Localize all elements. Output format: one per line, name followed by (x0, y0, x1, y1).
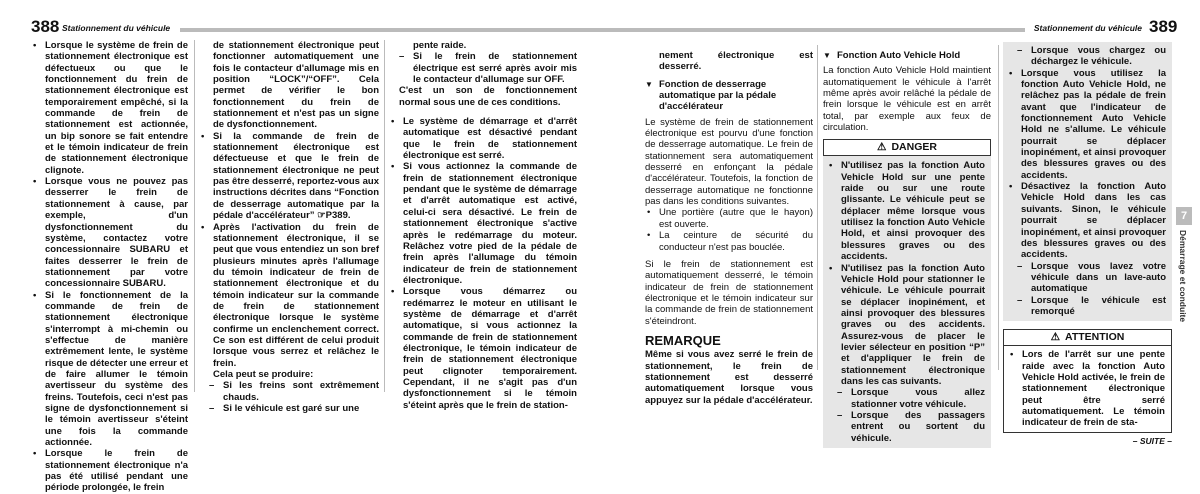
column-divider (194, 40, 195, 392)
list-item: – Lorsque vous allez stationner votre véhicule. (827, 387, 985, 410)
list-item: • Après l'activation du frein de stationnement électronique, il se peut que vous entendiez un son bref plusieurs minutes après l'allumage du témoin indicateur de frein de stationnement électronique et du témoin indicateur sur la commande de frein de stationnement électronique lorsque le système confirme un enclenchement correct. Ce son est différent de celui produit lorsque vous serrez et relâchez le frein. (199, 222, 379, 369)
header-bar (600, 28, 1025, 32)
list-item: • Lorsque vous ne pouvez pas desserrer le frein de stationnement à cause, par exemple, d'un dysfonctionnement du système, contactez votre concessionnaire SUBARU et faites desserrer le frein de stationnement par votre concessionnaire SUBARU. (31, 176, 188, 289)
list-item: • Lorsque vous utilisez la fonction Auto Vehicle Hold, ne relâchez pas la pédale de frein avant que l'indicateur de fonctionnement Auto Vehicle Hold ne s'allume. Le véhicule pourrait se déplacer inopinément, et ainsi provoquer des blessures graves ou des accidents. (1007, 68, 1166, 181)
attention-box (1003, 346, 1172, 432)
column-divider (998, 45, 999, 370)
warning-icon: ⚠ (1050, 331, 1061, 344)
section-title: Fonction Auto Vehicle Hold (837, 50, 961, 61)
paragraph: pente raide. (413, 40, 467, 51)
paragraph: Le système de frein de stationnement électronique est pourvu d'une fonction de desserrage automatique. Le frein de stationnement sera automatiquement desserré en enfonçant la pédale d'accélérateur. Toutefois, la fonction de desserrage automatique ne fonctionne pas dans les conditions suivantes. (645, 116, 813, 208)
triangle-down-icon: ▼ (823, 51, 831, 60)
list-item: • Le système de démarrage et d'arrêt automatique est désactivé pendant que le frein de stationnement électronique est serré. (389, 116, 577, 161)
note-heading: REMARQUE (645, 332, 721, 348)
list-item: – Si le frein de stationnement électrique est serré après avoir mis le contacteur d'allumage sur OFF. (389, 51, 577, 85)
page-number: 389 (1149, 17, 1178, 36)
chapter-title: Démarrage et conduite (1178, 230, 1188, 323)
danger-label: DANGER (891, 141, 937, 154)
header-bar (180, 28, 600, 32)
column-divider (384, 40, 385, 392)
attention-header (1003, 329, 1172, 346)
list-item: • Une portière (autre que le hayon) est ouverte. (645, 207, 813, 230)
paragraph: C'est un son de fonctionnement normal sous une de ces conditions. (399, 85, 577, 108)
section-heading (823, 50, 991, 61)
list-item: • Si la commande de frein de stationnement électronique est défectueuse et que le frein de stationnement électronique ne peut pas être desserré, reportez-vous aux instructions décrites dans “Fonction de desserrage automatique par la pédale d'accélérateur” ☞P389. (199, 131, 379, 222)
list-item: – Lorsque des passagers entrent ou sortent du véhicule. (827, 410, 985, 444)
page-header-title: Stationnement du véhicule (62, 23, 171, 33)
paragraph: de stationnement électronique peut fonctionner automatiquement une fois le contacteur d'allumage mis en position “LOCK”/“OFF”. Cela permet de vérifier le bon fonctionnement du frein de stationnement et n'est pas un signe de dysfonctionnement. (213, 40, 379, 131)
list-item: • Lorsque vous démarrez ou redémarrez le moteur en utilisant le système de démarrage et d'arrêt automatique, si vous actionnez la commande de frein de stationnement électronique, le témoin indicateur de frein de stationnement électronique peut clignoter temporairement. Cependant, il ne s'agit pas d'un dysfonctionnement si le témoin s'éteint après que le frein de station- (389, 286, 577, 411)
section-title: Fonction de desserrage automatique par la pédale d'accélérateur (659, 78, 777, 113)
list-item: • N'utilisez pas la fonction Auto Vehicle Hold sur une pente raide ou sur une route glissante. Le véhicule peut se déplacer même lorsque vous utilisez la fonction Auto Vehicle Hold, et ainsi provoquer des blessures graves ou des accidents. (827, 160, 985, 262)
page-header-title: Stationnement du véhicule (1033, 23, 1142, 33)
list-item: – Lorsque le véhicule est remorqué (1007, 295, 1166, 318)
paragraph: Si le frein de stationnement est automatiquement desserré, le témoin indicateur de frein de stationnement électronique et le témoin indicateur sur la commande de frein de stationnement s'éteindront. (645, 258, 813, 327)
page-number: 388 (31, 17, 60, 36)
list-item: • Si le fonctionnement de la commande de frein de stationnement électronique s'interrompt à mi-chemin ou s'effectue de manière extrêmement lente, le système risque de détecter une erreur et de faire allumer le témoin avertisseur du système des freins. Toutefois, ceci n'est pas signe de dysfonctionnement si le témoin avertisseur s'éteint une fois la commande actionnée. (31, 290, 188, 449)
column-divider (817, 45, 818, 370)
list-item: – Si les freins sont extrêmement chauds. (199, 380, 379, 403)
paragraph: nement électronique est desserré. (659, 50, 813, 73)
list-item: – Lorsque vous chargez ou déchargez le véhicule. (1007, 45, 1166, 68)
list-item: • Si vous actionnez la commande de frein de stationnement électronique pendant que le système de démarrage et d'arrêt automatique est activé, celui-ci sera désactivé. Le frein de stationnement électronique s'active après le redémarrage du moteur. Relâchez votre pied de la pédale de frein après l'allumage du témoin indicateur de frein de stationnement électronique. (389, 161, 577, 286)
right-column-3 (1003, 42, 1172, 446)
left-column-3 (389, 40, 577, 411)
attention-label: ATTENTION (1065, 331, 1125, 344)
list-item: • N'utilisez pas la fonction Auto Vehicle Hold pour stationner le véhicule. Le véhicule pourrait se déplacer inopinément, et ainsi provoquer des blessures graves ou des accidents. Assurez-vous de placer le levier sélecteur en position “P” et d'appliquer le frein de stationnement électronique dans les cas suivants. (827, 263, 985, 388)
note-body: Même si vous avez serré le frein de stationnement, le frein de stationnement est desserré automatiquement lorsque vous appuyez sur la pédale d'accélérateur. (645, 349, 813, 406)
list-item: • Désactivez la fonction Auto Vehicle Hold dans les cas suivants. Sinon, le véhicule pourrait se déplacer inopinément, et ainsi provoquer des blessures graves ou des accidents. (1007, 181, 1166, 260)
warning-icon: ⚠ (877, 141, 887, 154)
danger-box (823, 156, 991, 448)
list-item: • Lors de l'arrêt sur une pente raide avec la fonction Auto Vehicle Hold activée, le frein de stationnement électronique peut être serré automatiquement. Le témoin indicateur de frein de sta- (1008, 349, 1165, 428)
danger-box-continued (1003, 42, 1172, 321)
left-column-2 (199, 40, 379, 414)
danger-header (823, 139, 991, 156)
list-item: – Lorsque vous lavez votre véhicule dans un lave-auto automatique (1007, 261, 1166, 295)
chapter-tab: 7 (1176, 207, 1192, 225)
left-column-1 (31, 40, 188, 494)
right-column-2 (823, 50, 991, 448)
continued-label: – SUITE – (1132, 435, 1172, 446)
list-item: • La ceinture de sécurité du conducteur n'est pas bouclée. (645, 230, 813, 253)
triangle-down-icon: ▼ (645, 79, 653, 89)
paragraph: La fonction Auto Vehicle Hold maintient automatiquement le véhicule à l'arrêt même après avoir relâché la pédale de frein lorsque le véhicule est en arrêt total, par exemple aux feux de circulation. (823, 65, 991, 134)
list-item: • Lorsque le frein de stationnement électronique n'a pas été utilisé pendant une période prolongée, le frein (31, 448, 188, 493)
list-item: – Si le véhicule est garé sur une (199, 403, 379, 414)
paragraph: Cela peut se produire: (213, 368, 314, 380)
right-column-1 (645, 50, 813, 406)
section-heading (645, 79, 813, 113)
list-item: • Lorsque le système de frein de stationnement électronique est défectueux ou que le fonctionnement du frein de stationnement électronique est temporairement empêché, si la commande de frein de stationnement est actionnée, un bip sonore se fait entendre et le témoin indicateur de frein de stationnement électronique clignote. (31, 40, 188, 176)
